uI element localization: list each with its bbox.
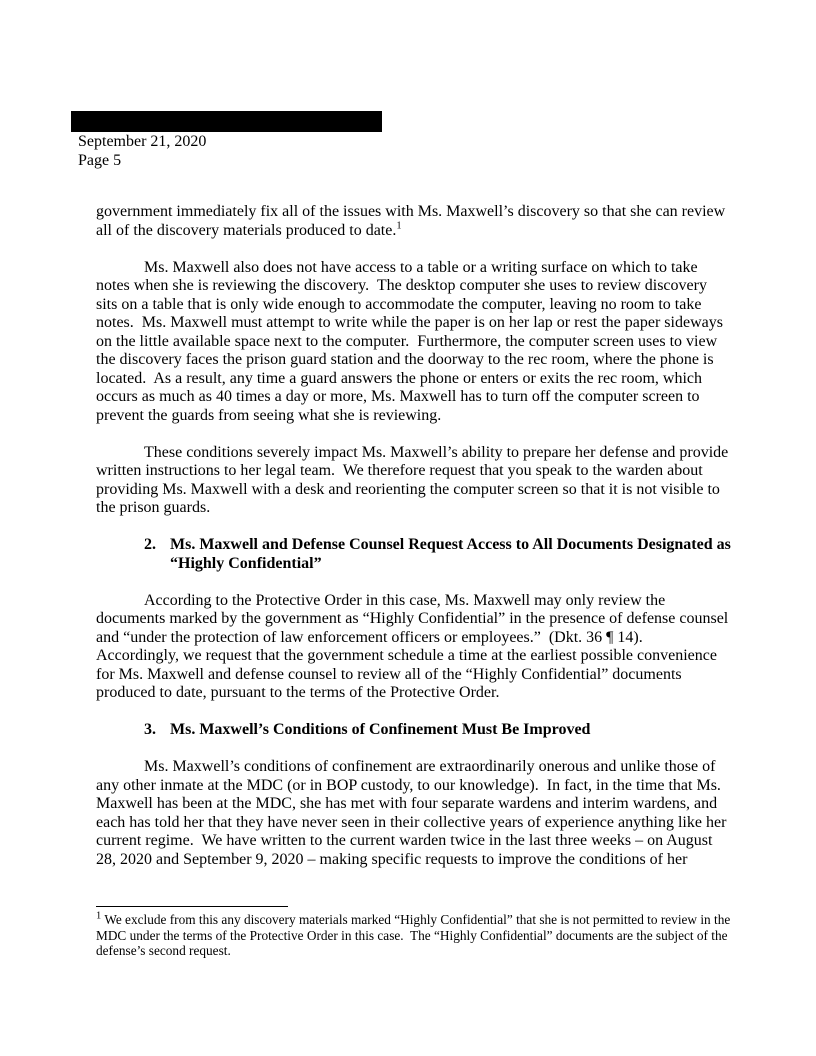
heading-text: Ms. Maxwell and Defense Counsel Request Access to All Documents Designated as “Highly Confidential” <box>170 536 735 572</box>
letter-body <box>96 203 735 869</box>
letter-header <box>0 0 816 170</box>
footnote-separator <box>96 906 288 907</box>
footnote-ref-1: 1 <box>396 220 402 232</box>
footnote <box>96 910 734 959</box>
paragraph-discovery-fix <box>96 203 731 240</box>
letter-date: September 21, 2020 <box>78 133 207 150</box>
paragraph-conditions-impact: These conditions severely impact Ms. Maxwell’s ability to prepare her defense and provide written instructions to her legal team. We therefore request that you speak to the warden about providing Ms. Maxwell with a desk and reorienting the computer screen so that it is not visible to the prison guards. <box>96 443 733 516</box>
redaction-bar <box>71 111 382 132</box>
section-heading-2 <box>144 536 735 573</box>
heading-number: 3. <box>144 721 156 738</box>
footnote-text: We exclude from this any discovery materials marked “Highly Confidential” that she is not permitted to review in the MDC under the terms of the Protective Order in this case. The “Highly Confidential” documents are the subject of the defense’s second request. <box>96 912 734 959</box>
footnote-number: 1 <box>96 910 102 922</box>
heading-number: 2. <box>144 536 156 553</box>
paragraph-protective-order: According to the Protective Order in this case, Ms. Maxwell may only review the documents marked by the government as “Highly Confidential” in the presence of defense counsel and “under the protection of law enforcement officers or employees.” (Dkt. 36 ¶ 14). Accordingly, we request that the government schedule a time at the earliest possible convenience for Ms. Maxwell and defense counsel to review all of the “Highly Confidential” documents produced to date, pursuant to the terms of the Protective Order. <box>96 591 733 701</box>
section-heading-3 <box>144 721 731 740</box>
paragraph-confinement-conditions: Ms. Maxwell’s conditions of confinement are extraordinarily onerous and unlike those of any other inmate at the MDC (or in BOP custody, to our knowledge). In fact, in the time that Ms. Maxwell has been at the MDC, she has met with four separate wardens and interim wardens, and each has told her that they have never seen in their collective years of experience anything like her current regime. We have written to the current warden twice in the last three weeks – on August 28, 2020 and September 9, 2020 – making specific requests to improve the conditions of her <box>96 758 731 868</box>
paragraph-writing-surface: Ms. Maxwell also does not have access to a table or a writing surface on which to take notes when she is reviewing the discovery. The desktop computer she uses to review discovery sits on a table that is only wide enough to accommodate the computer, leaving no room to take notes. Ms. Maxwell must attempt to write while the paper is on her lap or rest the paper sideways on the little available space next to the computer. Furthermore, the computer screen uses to view the discovery faces the prison guard station and the doorway to the rec room, where the phone is located. As a result, any time a guard answers the phone or enters or exits the rec room, which occurs as much as 40 times a day or more, Ms. Maxwell has to turn off the computer screen to prevent the guards from seeing what she is reviewing. <box>96 258 727 424</box>
page-number: Page 5 <box>78 152 122 169</box>
footnote-area <box>96 906 734 959</box>
paragraph-text: government immediately fix all of the issues with Ms. Maxwell’s discovery so that she can review all of the discovery materials produced to date. <box>96 203 730 239</box>
heading-text: Ms. Maxwell’s Conditions of Confinement Must Be Improved <box>170 721 591 738</box>
